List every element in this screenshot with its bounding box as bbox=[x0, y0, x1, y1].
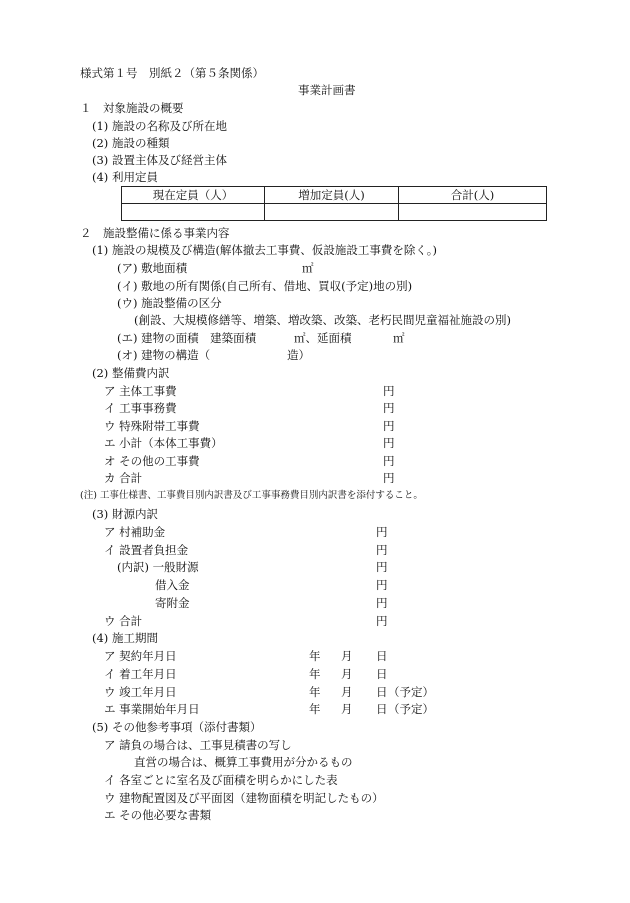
cost-item: ウ 特殊附帯工事費 bbox=[104, 419, 200, 433]
scale-a: (ア) 敷地面積 bbox=[117, 261, 188, 275]
period-month: 月 bbox=[341, 667, 353, 681]
s1-item-4: (4) 利用定員 bbox=[92, 170, 158, 184]
period-item: ア 契約年月日 bbox=[104, 649, 177, 663]
funding-c: ウ 合計 bbox=[104, 614, 143, 628]
cost-item: エ 小計（本体工事費） bbox=[104, 436, 223, 450]
scale-c: (ウ) 施設整備の区分 bbox=[117, 296, 222, 310]
refs-c: ウ 建物配置図及び平面図（建物面積を明記したもの） bbox=[104, 791, 384, 805]
funding-unit: 円 bbox=[376, 543, 388, 557]
section-1-heading: １ 対象施設の概要 bbox=[80, 101, 184, 115]
cost-unit: 円 bbox=[383, 419, 395, 433]
period-year: 年 bbox=[309, 667, 321, 681]
cost-item: イ 工事事務費 bbox=[104, 401, 177, 415]
period-planned: （予定） bbox=[388, 702, 434, 716]
funding-unit: 円 bbox=[376, 525, 388, 539]
period-heading: (4) 施工期間 bbox=[92, 631, 158, 645]
cell-increase bbox=[265, 204, 399, 221]
col-header-total: 合計(人) bbox=[399, 187, 547, 204]
page-title: 事業計画書 bbox=[298, 83, 356, 97]
period-year: 年 bbox=[309, 702, 321, 716]
refs-a2: 直営の場合は、概算工事費用が分かるもの bbox=[134, 755, 353, 769]
funding-b1: (内訳) 一般財源 bbox=[117, 560, 199, 574]
cost-item: カ 合計 bbox=[104, 471, 143, 485]
funding-unit: 円 bbox=[376, 578, 388, 592]
refs-d: エ その他必要な書類 bbox=[104, 808, 212, 822]
period-year: 年 bbox=[309, 649, 321, 663]
funding-b: イ 設置者負担金 bbox=[104, 543, 189, 557]
scale-d: (エ) 建物の面積 建築面積 bbox=[117, 331, 257, 345]
scale-c-detail: (創設、大規模修繕等、増築、増改築、改築、老朽民間児童福祉施設の別) bbox=[134, 313, 511, 327]
period-day: 日 bbox=[376, 667, 388, 681]
costs-note: (注) 工事仕様書、工事費目別内訳書及び工事事務費目別内訳書を添付すること。 bbox=[80, 490, 423, 501]
refs-a1: ア 請負の場合は、工事見積書の写し bbox=[104, 738, 292, 752]
scale-heading: (1) 施設の規模及び構造(解体撤去工事費、仮設施設工事費を除く。) bbox=[92, 243, 437, 257]
scale-b: (イ) 敷地の所有関係(自己所有、借地、買収(予定)地の別) bbox=[117, 279, 413, 293]
scale-d-unit2: ㎡ bbox=[393, 331, 405, 345]
period-item: イ 着工年月日 bbox=[104, 667, 177, 681]
period-day: 日 bbox=[376, 685, 388, 699]
funding-unit: 円 bbox=[376, 596, 388, 610]
s1-item-1: (1) 施設の名称及び所在地 bbox=[92, 119, 227, 133]
period-year: 年 bbox=[309, 685, 321, 699]
funding-unit: 円 bbox=[376, 560, 388, 574]
period-month: 月 bbox=[341, 702, 353, 716]
cost-item: オ その他の工事費 bbox=[104, 454, 200, 468]
funding-unit: 円 bbox=[376, 614, 388, 628]
period-planned: （予定） bbox=[388, 685, 434, 699]
period-item: ウ 竣工年月日 bbox=[104, 685, 177, 699]
cost-unit: 円 bbox=[383, 436, 395, 450]
cost-unit: 円 bbox=[383, 384, 395, 398]
table-row bbox=[122, 204, 547, 221]
funding-heading: (3) 財源内訳 bbox=[92, 507, 158, 521]
period-day: 日 bbox=[376, 649, 388, 663]
scale-e: (オ) 建物の構造（ bbox=[117, 348, 211, 362]
refs-heading: (5) その他参考事項（添付書類） bbox=[92, 720, 262, 734]
section-2-heading: ２ 施設整備に係る事業内容 bbox=[80, 226, 230, 240]
cell-current bbox=[122, 204, 265, 221]
scale-e-close: 造） bbox=[287, 348, 310, 362]
capacity-table bbox=[121, 186, 547, 221]
costs-heading: (2) 整備費内訳 bbox=[92, 366, 170, 380]
scale-d-unit1: ㎡、延面積 bbox=[294, 331, 352, 345]
funding-b2: 借入金 bbox=[155, 578, 190, 592]
cost-unit: 円 bbox=[383, 454, 395, 468]
table-header-row bbox=[122, 187, 547, 204]
scale-a-unit: ㎡ bbox=[302, 261, 314, 275]
col-header-increase: 増加定員(人) bbox=[265, 187, 399, 204]
s1-item-2: (2) 施設の種類 bbox=[92, 136, 170, 150]
s1-item-3: (3) 設置主体及び経営主体 bbox=[92, 153, 227, 167]
period-month: 月 bbox=[341, 649, 353, 663]
cost-item: ア 主体工事費 bbox=[104, 384, 177, 398]
period-item: エ 事業開始年月日 bbox=[104, 702, 200, 716]
funding-a: ア 村補助金 bbox=[104, 525, 166, 539]
refs-b: イ 各室ごとに室名及び面積を明らかにした表 bbox=[104, 773, 338, 787]
period-day: 日 bbox=[376, 702, 388, 716]
col-header-current: 現在定員（人） bbox=[122, 187, 265, 204]
funding-b3: 寄附金 bbox=[155, 596, 190, 610]
period-month: 月 bbox=[341, 685, 353, 699]
cost-unit: 円 bbox=[383, 401, 395, 415]
cell-total bbox=[399, 204, 547, 221]
form-id: 様式第１号 別紙２（第５条関係） bbox=[80, 66, 264, 80]
cost-unit: 円 bbox=[383, 471, 395, 485]
